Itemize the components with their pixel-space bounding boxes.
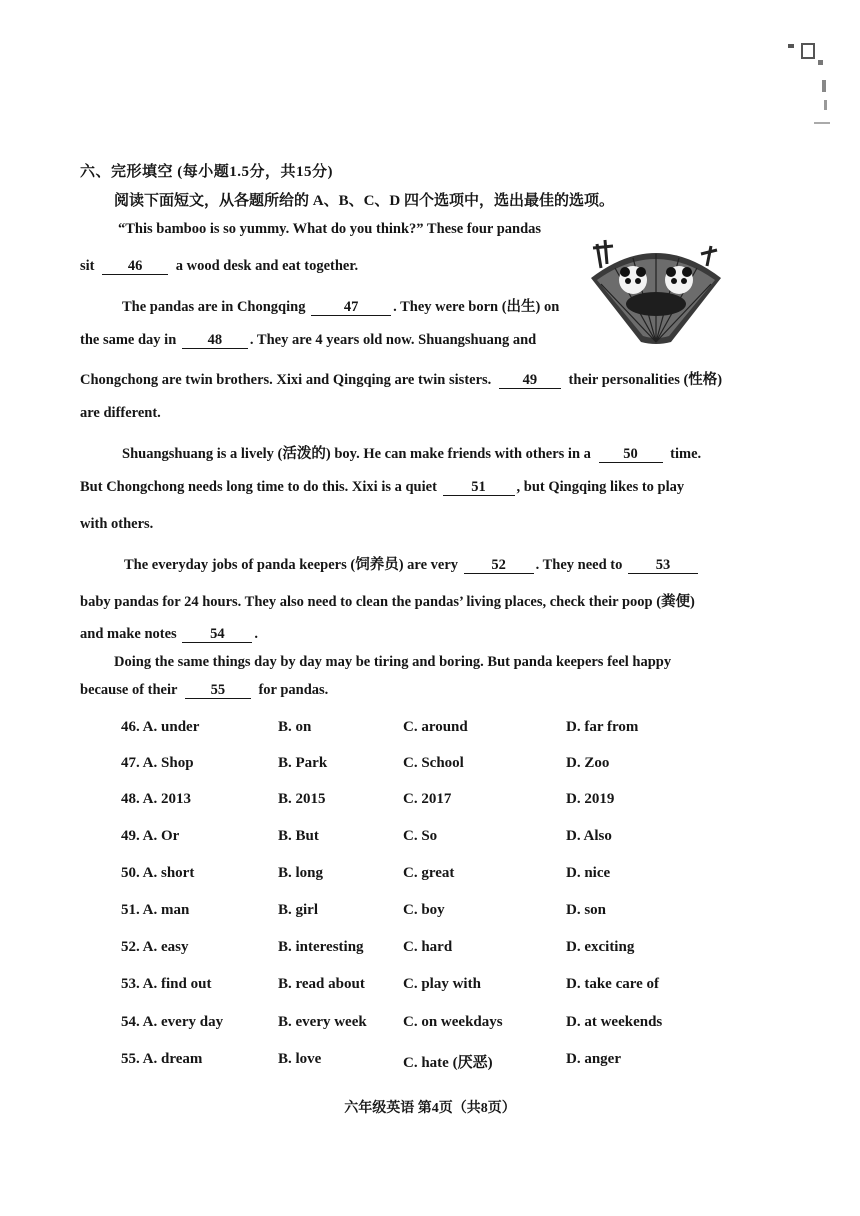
passage-text: The everyday jobs of panda keepers (饲养员) are very xyxy=(124,557,459,573)
option-d[interactable]: D. exciting xyxy=(566,939,635,955)
passage-text: Shuangshuang is a lively (活泼的) boy. He can make friends with others in a xyxy=(122,446,591,462)
option-a[interactable]: 48. A. 2013 xyxy=(121,791,192,807)
option-a[interactable]: 51. A. man xyxy=(121,902,190,918)
passage-line-8 xyxy=(80,479,684,496)
passage-line-13: Doing the same things day by day may be tiring and boring. But panda keepers feel happy xyxy=(114,654,672,670)
section-header: 六、完形填空 (每小题1.5分，共15分) xyxy=(80,164,333,180)
passage-text: . They need to xyxy=(535,557,623,573)
page-footer: 六年级英语 第4页（共8页） xyxy=(344,1101,516,1116)
blank-50[interactable]: 50 xyxy=(599,446,663,463)
blank-48[interactable]: 48 xyxy=(182,332,248,349)
option-d[interactable]: D. anger xyxy=(566,1051,621,1067)
passage-text: But Chongchong needs long time to do this. Xixi is a quiet xyxy=(80,479,437,495)
pandas-on-fan-illustration-icon xyxy=(583,238,729,346)
passage-text: because of their xyxy=(80,682,178,698)
option-b[interactable]: B. Park xyxy=(278,755,328,771)
passage-line-4 xyxy=(80,332,536,349)
blank-55[interactable]: 55 xyxy=(185,682,251,699)
option-d[interactable]: D. nice xyxy=(566,865,611,881)
passage-line-9: with others. xyxy=(80,516,154,532)
option-d[interactable]: D. Zoo xyxy=(566,755,610,771)
option-d[interactable]: D. 2019 xyxy=(566,791,615,807)
option-c[interactable]: C. hate (厌恶) xyxy=(403,1055,493,1071)
passage-text: . They were born (出生) on xyxy=(393,299,560,315)
passage-line-14 xyxy=(80,682,328,699)
passage-text: . They are 4 years old now. Shuangshuang and xyxy=(249,332,537,348)
passage-line-10 xyxy=(124,553,700,574)
option-c[interactable]: C. boy xyxy=(403,902,445,918)
option-a[interactable]: 50. A. short xyxy=(121,865,195,881)
blank-51[interactable]: 51 xyxy=(443,479,515,496)
passage-line-11: baby pandas for 24 hours. They also need to clean the pandas’ living places, check their poop (粪便) xyxy=(80,594,695,610)
passage-text: the same day in xyxy=(80,332,177,348)
passage-text: their personalities (性格) xyxy=(568,372,723,388)
option-c[interactable]: C. School xyxy=(403,755,464,771)
option-d[interactable]: D. at weekends xyxy=(566,1014,663,1030)
passage-line-6: are different. xyxy=(80,405,161,421)
option-d[interactable]: D. take care of xyxy=(566,976,660,992)
option-c[interactable]: C. hard xyxy=(403,939,453,955)
option-d[interactable]: D. far from xyxy=(566,719,639,735)
option-c[interactable]: C. on weekdays xyxy=(403,1014,503,1030)
option-c[interactable]: C. So xyxy=(403,828,438,844)
passage-line-2 xyxy=(80,258,358,275)
option-c[interactable]: C. around xyxy=(403,719,468,735)
passage-text: for pandas. xyxy=(258,682,329,698)
option-b[interactable]: B. read about xyxy=(278,976,365,992)
passage-text: and make notes xyxy=(80,626,177,642)
blank-54[interactable]: 54 xyxy=(182,626,252,643)
option-b[interactable]: B. 2015 xyxy=(278,791,326,807)
passage-text: Chongchong are twin brothers. Xixi and Qingqing are twin sisters. xyxy=(80,372,492,388)
passage-text: . xyxy=(254,626,258,642)
option-a[interactable]: 49. A. Or xyxy=(121,828,180,844)
passage-line-12 xyxy=(80,626,258,643)
option-b[interactable]: B. interesting xyxy=(278,939,364,955)
option-b[interactable]: B. long xyxy=(278,865,324,881)
option-d[interactable]: D. son xyxy=(566,902,607,918)
passage-line-1: “This bamboo is so yummy. What do you think?” These four pandas xyxy=(118,221,542,237)
passage-text: The pandas are in Chongqing xyxy=(122,299,306,315)
blank-52[interactable]: 52 xyxy=(464,557,534,574)
option-b[interactable]: B. But xyxy=(278,828,319,844)
option-a[interactable]: 55. A. dream xyxy=(121,1051,203,1067)
passage-line-5 xyxy=(80,368,722,389)
option-a[interactable]: 53. A. find out xyxy=(121,976,212,992)
blank-46[interactable]: 46 xyxy=(102,258,168,275)
option-d[interactable]: D. Also xyxy=(566,828,612,844)
blank-47[interactable]: 47 xyxy=(311,299,391,316)
passage-text: time. xyxy=(670,446,702,462)
option-a[interactable]: 54. A. every day xyxy=(121,1014,224,1030)
option-c[interactable]: C. play with xyxy=(403,976,481,992)
passage-text: sit xyxy=(80,258,95,274)
option-c[interactable]: C. 2017 xyxy=(403,791,452,807)
option-b[interactable]: B. love xyxy=(278,1051,322,1067)
passage-text: a wood desk and eat together. xyxy=(175,258,359,274)
blank-49[interactable]: 49 xyxy=(499,372,561,389)
scan-corner-mark-icon xyxy=(784,40,834,130)
passage-line-7 xyxy=(122,442,701,463)
passage-text: , but Qingqing likes to play xyxy=(516,479,685,495)
section-instruction: 阅读下面短文，从各题所给的 A、B、C、D 四个选项中，选出最佳的选项。 xyxy=(114,193,615,209)
blank-53[interactable]: 53 xyxy=(628,557,698,574)
option-c[interactable]: C. great xyxy=(403,865,455,881)
passage-line-3 xyxy=(122,295,559,316)
option-a[interactable]: 52. A. easy xyxy=(121,939,189,955)
option-a[interactable]: 46. A. under xyxy=(121,719,200,735)
option-b[interactable]: B. girl xyxy=(278,902,318,918)
option-a[interactable]: 47. A. Shop xyxy=(121,755,194,771)
option-b[interactable]: B. on xyxy=(278,719,312,735)
option-b[interactable]: B. every week xyxy=(278,1014,367,1030)
